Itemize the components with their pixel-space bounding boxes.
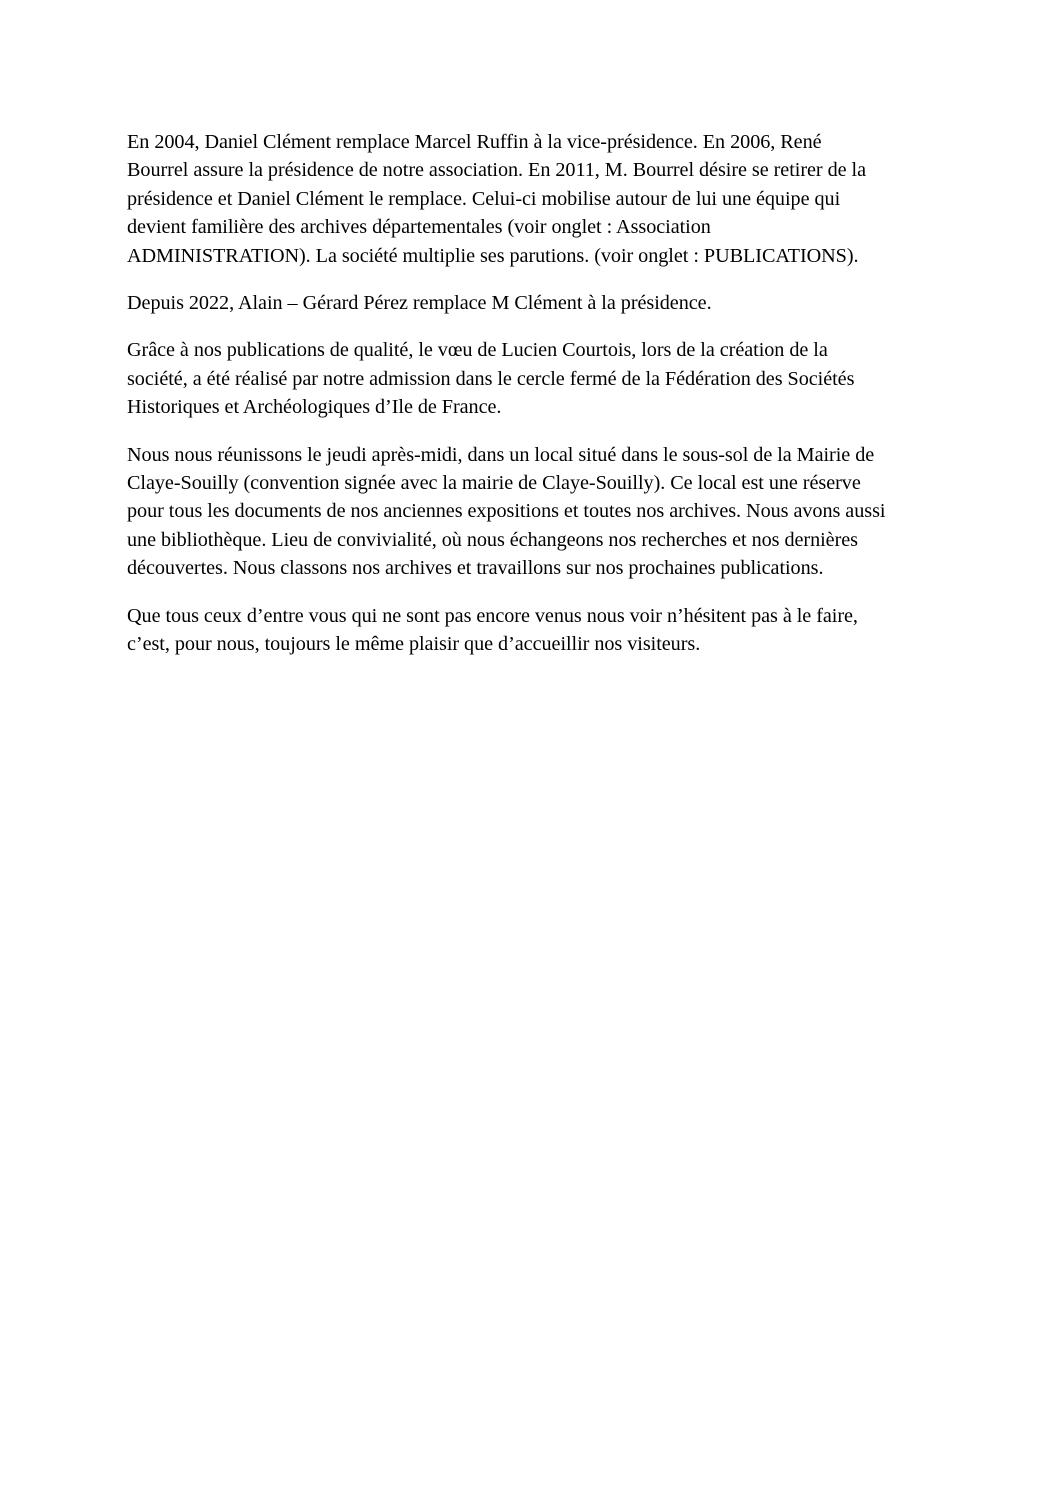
text-line: présidence et Daniel Clément le remplace. Celui-ci mobilise autour de lui une équipe qui: [127, 187, 841, 210]
text-line: Nous nous réunissons le jeudi après-midi, dans un local situé dans le sous-sol de la Mairie de: [127, 443, 875, 466]
text-line: Bourrel assure la présidence de notre association. En 2011, M. Bourrel désire se retirer de la: [127, 159, 866, 182]
document-body: [127, 128, 947, 678]
paragraph-meetings-local: [127, 441, 947, 583]
text-line: une bibliothèque. Lieu de convivialité, où nous échangeons nos recherches et nos dernières: [127, 528, 858, 551]
text-line: Grâce à nos publications de qualité, le vœu de Lucien Courtois, lors de la création de la: [127, 339, 828, 362]
text-line: découvertes. Nous classons nos archives et travaillons sur nos prochaines publications.: [127, 557, 824, 580]
paragraph-history-presidency: [127, 128, 947, 270]
text-line: Claye-Souilly (convention signée avec la mairie de Claye-Souilly). Ce local est une réserve: [127, 472, 861, 495]
text-line: devient familière des archives départementales (voir onglet : Association: [127, 216, 711, 239]
paragraph-federation-admission: [127, 336, 947, 421]
text-line: ADMINISTRATION). La société multiplie ses parutions. (voir onglet : PUBLICATIONS).: [127, 244, 859, 267]
paragraph-invitation: [127, 602, 947, 659]
text-line: En 2004, Daniel Clément remplace Marcel Ruffin à la vice-présidence. En 2006, René: [127, 131, 822, 153]
text-line: Historiques et Archéologiques d’Ile de France.: [127, 396, 502, 419]
text-line: Que tous ceux d’entre vous qui ne sont pas encore venus nous voir n’hésitent pas à le faire,: [127, 604, 858, 627]
text-line: Depuis 2022, Alain – Gérard Pérez remplace M Clément à la présidence.: [127, 292, 712, 315]
text-line: c’est, pour nous, toujours le même plaisir que d’accueillir nos visiteurs.: [127, 633, 701, 656]
text-line: société, a été réalisé par notre admission dans le cercle fermé de la Fédération des Sociétés: [127, 367, 855, 390]
paragraph-current-president: [127, 289, 947, 317]
text-line: pour tous les documents de nos anciennes expositions et toutes nos archives. Nous avons aussi: [127, 500, 886, 523]
